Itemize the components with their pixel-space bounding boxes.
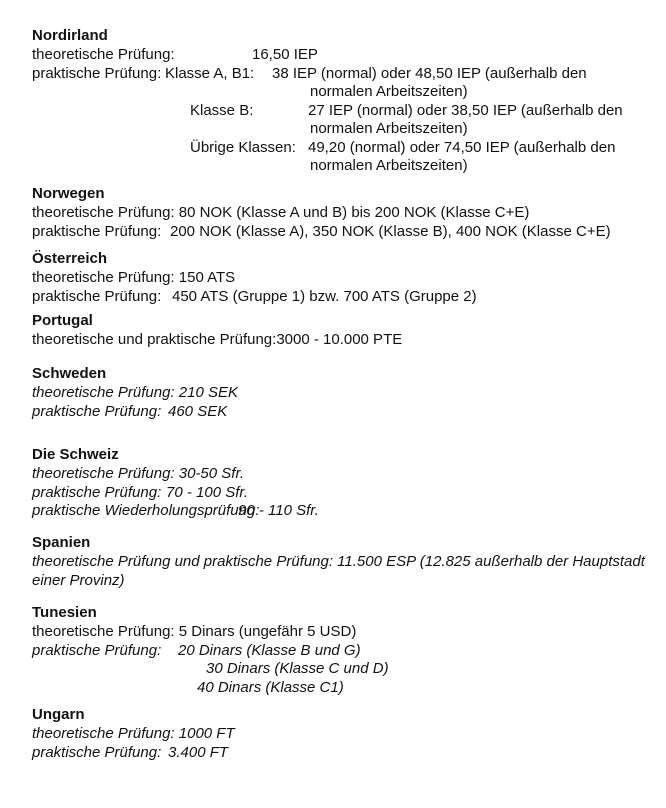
- fee-value: 40 Dinars (Klasse C1): [197, 678, 344, 696]
- country-heading: Schweden: [32, 365, 107, 382]
- fee-label: theoretische Prüfung: 1000 FT: [32, 725, 235, 742]
- fee-line: [0, 553, 666, 572]
- fee-label: theoretische Prüfung: 210 SEK: [32, 384, 238, 401]
- section-spanien: [0, 533, 666, 590]
- country-heading: Portugal: [32, 312, 93, 329]
- fee-line: [0, 660, 666, 679]
- fee-label: praktische Prüfung:: [32, 222, 162, 240]
- fee-value: 49,20 (normal) oder 74,50 IEP (außerhalb den: [308, 138, 616, 156]
- country-heading: Ungarn: [32, 706, 85, 723]
- fee-label: praktische Prüfung:: [32, 287, 162, 305]
- fee-line: [0, 288, 666, 307]
- fee-label: theoretische Prüfung: 30-50 Sfr.: [32, 465, 245, 482]
- fee-line: [0, 83, 666, 102]
- fee-value: 27 IEP (normal) oder 38,50 IEP (außerhalb den: [308, 101, 623, 119]
- fee-line: [0, 102, 666, 121]
- fee-label: praktische Prüfung:: [32, 402, 162, 420]
- fee-line: [0, 157, 666, 176]
- fee-value: 3.400 FT: [168, 743, 229, 761]
- fee-line: [0, 484, 666, 503]
- fee-label: theoretische Prüfung und praktische Prüfung: 11.500 ESP (12.825 außerhalb der Hauptstadt: [32, 553, 645, 570]
- fee-line: [0, 642, 666, 661]
- fee-line: [0, 725, 666, 744]
- fee-line: [0, 623, 666, 642]
- fee-value: 70 - 100 Sfr.: [166, 483, 248, 501]
- section-oesterreich: [0, 249, 666, 306]
- fee-line: [0, 139, 666, 158]
- fee-value: 460 SEK: [168, 402, 228, 420]
- country-heading: Spanien: [32, 534, 91, 551]
- fee-label: praktische Prüfung:: [32, 743, 162, 761]
- fee-label: theoretische Prüfung:: [32, 46, 175, 63]
- fee-class-label: Übrige Klassen:: [190, 138, 296, 156]
- fee-line: [0, 46, 666, 65]
- fee-value: 20 Dinars (Klasse B und G): [178, 641, 361, 659]
- fee-value: 38 IEP (normal) oder 48,50 IEP (außerhalb den: [272, 64, 587, 82]
- fee-continuation: normalen Arbeitszeiten): [310, 83, 468, 100]
- fee-line: [0, 120, 666, 139]
- fee-continuation: normalen Arbeitszeiten): [310, 157, 468, 174]
- fee-value: 200 NOK (Klasse A), 350 NOK (Klasse B), 400 NOK (Klasse C+E): [170, 222, 611, 240]
- fee-value: 90 - 110 Sfr.: [238, 502, 319, 519]
- fee-value: 450 ATS (Gruppe 1) bzw. 700 ATS (Gruppe 2): [172, 287, 477, 305]
- fee-continuation: normalen Arbeitszeiten): [310, 120, 468, 137]
- section-die-schweiz: [0, 445, 666, 521]
- fee-line: [0, 572, 666, 591]
- fee-line: [0, 204, 666, 223]
- section-norwegen: [0, 184, 666, 241]
- section-ungarn: [0, 705, 666, 762]
- fee-label: praktische Prüfung:: [32, 64, 162, 82]
- fee-label: theoretische Prüfung: 150 ATS: [32, 269, 236, 286]
- country-heading: Norwegen: [32, 185, 105, 202]
- section-portugal: [0, 311, 666, 350]
- fee-value: 30 Dinars (Klasse C und D): [206, 660, 389, 677]
- fee-label: praktische Prüfung:: [32, 641, 162, 659]
- fee-label: theoretische Prüfung: 5 Dinars (ungefähr 5 USD): [32, 623, 357, 640]
- fee-continuation: einer Provinz): [32, 571, 125, 589]
- fee-line: [0, 465, 666, 484]
- country-heading: Österreich: [32, 250, 108, 267]
- country-heading: Tunesien: [32, 604, 97, 621]
- fee-line: [0, 679, 666, 698]
- fee-class-label: Klasse A, B1:: [165, 64, 255, 82]
- country-heading: Nordirland: [32, 27, 108, 44]
- fee-class-label: Klasse B:: [190, 101, 254, 119]
- fee-line: [0, 403, 666, 422]
- fee-label: theoretische Prüfung: 80 NOK (Klasse A und B) bis 200 NOK (Klasse C+E): [32, 204, 530, 221]
- fee-line: [0, 502, 666, 521]
- fee-value: 16,50 IEP: [252, 46, 318, 63]
- section-nordirland: [0, 26, 666, 176]
- fee-label: praktische Prüfung:: [32, 483, 162, 501]
- fee-line: [0, 223, 666, 242]
- fee-label: theoretische und praktische Prüfung:3000 - 10.000 PTE: [32, 331, 403, 348]
- section-schweden: [0, 364, 666, 421]
- fee-label: praktische Wiederholungsprüfung:: [32, 502, 260, 519]
- section-tunesien: [0, 603, 666, 697]
- fee-line: [0, 384, 666, 403]
- country-heading: Die Schweiz: [32, 446, 119, 463]
- fee-line: [0, 744, 666, 763]
- fee-line: [0, 65, 666, 84]
- fee-line: [0, 269, 666, 288]
- fee-line: [0, 331, 666, 350]
